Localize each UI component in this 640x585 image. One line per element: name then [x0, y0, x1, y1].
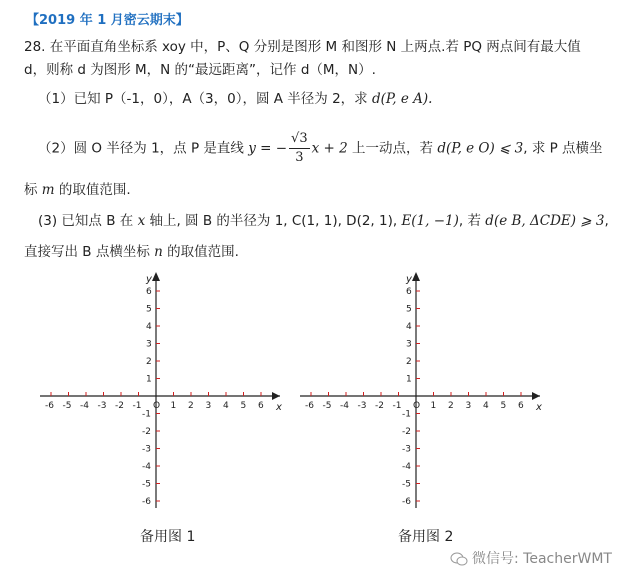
y-tick-label: 2 — [406, 357, 412, 367]
y-tick-label: 5 — [406, 304, 412, 315]
x-tick-label: 5 — [500, 401, 507, 411]
y-tick-label: -4 — [402, 462, 411, 472]
x-tick-label: -4 — [340, 401, 349, 411]
caption-2: 备用图 2 — [398, 529, 454, 545]
x-tick-label: -5 — [322, 401, 332, 411]
part3-text-d: , — [604, 213, 609, 229]
y-axis-arrow — [152, 272, 160, 281]
watermark-text: 微信号: TeacherWMT — [472, 551, 612, 567]
part2-eq-rhs: x + 2 — [311, 140, 348, 157]
x-tick-label: 1 — [430, 401, 437, 411]
x-tick-label: -1 — [392, 401, 402, 411]
x-tick-label: 5 — [240, 401, 247, 411]
x-tick-label: 1 — [170, 401, 177, 411]
y-tick-label: 4 — [146, 322, 152, 332]
part2-text-a: （2）圆 O 半径为 1，点 P 是直线 — [38, 140, 249, 157]
x-axis-label: x — [536, 402, 542, 413]
part3-line2-a: 直接写出 B 点横坐标 — [24, 244, 155, 260]
part-2-line-2 — [24, 181, 131, 199]
x-axis-label: x — [276, 402, 282, 413]
y-tick-label: 1 — [146, 374, 152, 385]
y-tick-label: 5 — [146, 304, 152, 315]
fraction-numerator: √3 — [289, 130, 310, 149]
x-axis-arrow — [272, 392, 280, 400]
x-tick-label: 3 — [205, 401, 212, 411]
part2-text-b: 上一动点，若 — [347, 140, 438, 157]
x-tick-label: -6 — [305, 401, 314, 411]
part-2 — [38, 130, 603, 167]
y-tick-label: -1 — [142, 409, 151, 420]
x-tick-label: 4 — [223, 401, 229, 411]
y-tick-label: 3 — [146, 339, 152, 350]
part2-text-c: , 求 P 点横坐 — [523, 140, 603, 157]
part3-cond: d(e B, ΔCDE) ⩾ 3 — [485, 213, 605, 229]
x-tick-label: 6 — [258, 401, 264, 411]
y-tick-label: -6 — [142, 497, 151, 507]
y-tick-label: 6 — [146, 287, 152, 297]
problem-line-2: d，则称 d 为图形 M，N 的“最远距离”，记作 d（M，N）. — [24, 62, 376, 78]
part3-text-b: 轴上, 圆 B 的半径为 1, C(1, 1), D(2, 1), — [145, 213, 402, 229]
part2-line2-b: 的取值范围. — [54, 182, 131, 198]
x-tick-label: -2 — [375, 401, 384, 411]
problem-line-1: 28. 在平面直角坐标系 xoy 中，P、Q 分别是图形 M 和图形 N 上两点.若 PQ 两点间有最大值 — [24, 39, 581, 55]
coordinate-grid-1 — [30, 268, 300, 518]
x-tick-label: -5 — [62, 401, 72, 411]
y-tick-label: -6 — [402, 497, 411, 507]
part3-text-a: (3) 已知点 B 在 — [38, 213, 138, 229]
x-tick-label: -6 — [45, 401, 54, 411]
x-tick-label: -3 — [97, 401, 107, 411]
y-tick-label: -4 — [142, 462, 151, 472]
x-tick-label: O — [153, 401, 161, 411]
fraction-denominator: 3 — [295, 150, 304, 165]
x-tick-label: 4 — [483, 401, 489, 411]
x-tick-label: 2 — [448, 401, 454, 411]
caption-1: 备用图 1 — [140, 529, 196, 545]
part3-text-c: , 若 — [458, 213, 486, 229]
y-axis-label: y — [146, 274, 152, 285]
part-1 — [38, 90, 432, 108]
var-n: n — [154, 244, 163, 260]
y-tick-label: 1 — [406, 374, 412, 385]
x-tick-label: 3 — [465, 401, 472, 411]
y-tick-label: -1 — [402, 409, 411, 420]
x-tick-label: -3 — [357, 401, 367, 411]
part2-line2-a: 标 — [24, 182, 42, 198]
x-tick-label: O — [413, 401, 421, 411]
y-axis-label: y — [406, 274, 412, 285]
x-axis-arrow — [532, 392, 540, 400]
source-tag: 【2019 年 1 月密云期末】 — [26, 13, 189, 28]
part2-eq-lhs: y = − — [248, 140, 288, 157]
y-tick-label: -5 — [402, 479, 411, 490]
y-tick-label: -2 — [142, 427, 151, 437]
point-e: E(1, −1) — [401, 213, 459, 229]
part-3 — [38, 212, 609, 230]
var-m: m — [41, 182, 55, 198]
part-3-line-2 — [24, 243, 239, 261]
part1-expr: d(P, e A). — [371, 91, 433, 107]
y-tick-label: 6 — [406, 287, 412, 297]
y-tick-label: -3 — [142, 444, 151, 455]
wechat-icon — [450, 552, 468, 566]
x-tick-label: -1 — [132, 401, 142, 411]
x-tick-label: 6 — [518, 401, 524, 411]
part3-line2-b: 的取值范围. — [162, 244, 239, 260]
y-tick-label: -5 — [142, 479, 151, 490]
y-tick-label: 4 — [406, 322, 412, 332]
y-tick-label: -2 — [402, 427, 411, 437]
y-tick-label: 3 — [406, 339, 412, 350]
x-tick-label: -2 — [115, 401, 124, 411]
y-axis-arrow — [412, 272, 420, 281]
part2-fraction — [289, 130, 310, 167]
part2-cond: d(P, e O) ⩽ 3 — [437, 140, 524, 157]
x-tick-label: -4 — [80, 401, 89, 411]
watermark — [450, 548, 612, 568]
var-x: x — [137, 213, 146, 229]
part1-text: （1）已知 P（-1，0），A（3，0），圆 A 半径为 2，求 — [38, 91, 372, 107]
y-tick-label: -3 — [402, 444, 411, 455]
coordinate-grid-2 — [290, 268, 560, 518]
x-tick-label: 2 — [188, 401, 194, 411]
y-tick-label: 2 — [146, 357, 152, 367]
